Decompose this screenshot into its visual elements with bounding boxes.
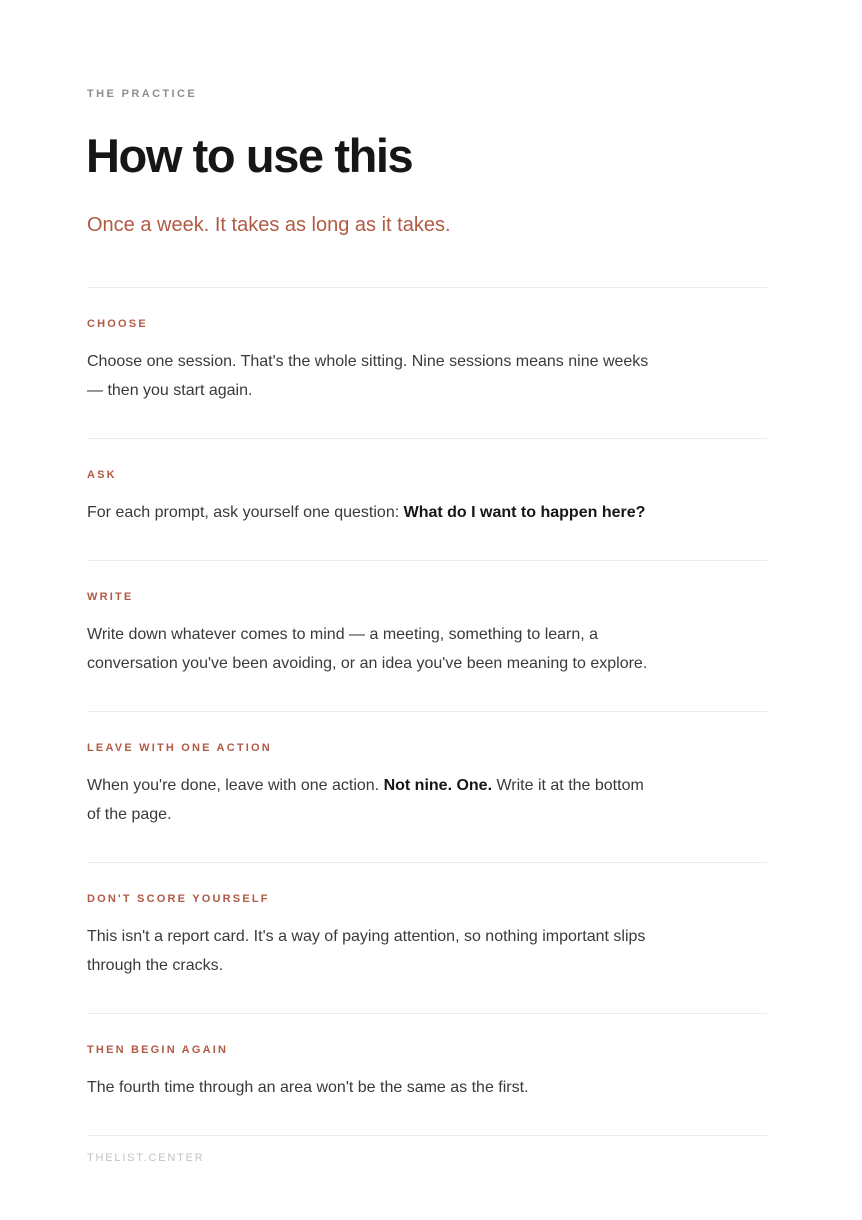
instruction-text xyxy=(87,620,657,678)
instruction-write xyxy=(87,561,767,712)
instruction-then-begin-again xyxy=(87,1014,767,1136)
instruction-list xyxy=(87,287,767,1136)
instruction-dont-score-yourself xyxy=(87,863,767,1014)
instruction-label: ASK xyxy=(87,469,117,481)
site-footer: THELIST.CENTER xyxy=(87,1152,205,1164)
instruction-text-part: The fourth time through an area won't be the same as the first. xyxy=(87,1079,529,1096)
section-eyebrow: THE PRACTICE xyxy=(87,88,198,100)
instruction-text xyxy=(87,771,657,829)
instruction-label: THEN BEGIN AGAIN xyxy=(87,1044,229,1056)
instruction-text-part: This isn't a report card. It's a way of paying attention, so nothing important slips through the cracks. xyxy=(87,928,646,974)
instruction-leave-with-one-action xyxy=(87,712,767,863)
instruction-text-part: For each prompt, ask yourself one question: xyxy=(87,504,404,521)
instruction-label: WRITE xyxy=(87,591,134,603)
instruction-text xyxy=(87,922,657,980)
instruction-text-part: Choose one session. That's the whole sitting. Nine sessions means nine weeks — then you start again. xyxy=(87,353,649,399)
instruction-text-part: When you're done, leave with one action. xyxy=(87,777,384,794)
instruction-text-part: Write down whatever comes to mind — a meeting, something to learn, a conversation you've been avoiding, or an idea you've been meaning to explore. xyxy=(87,626,648,672)
instruction-label: CHOOSE xyxy=(87,318,148,330)
instruction-text xyxy=(87,347,657,405)
page-subtitle: Once a week. It takes as long as it takes. xyxy=(87,214,451,236)
instruction-text xyxy=(87,1073,657,1102)
instruction-ask xyxy=(87,439,767,561)
instruction-choose xyxy=(87,288,767,439)
instruction-text-emphasis: Not nine. One. xyxy=(383,777,493,794)
instruction-text-emphasis: What do I want to happen here? xyxy=(403,504,646,521)
instruction-label: DON'T SCORE YOURSELF xyxy=(87,893,270,905)
instruction-text-part: Write it at the bottom of the page. xyxy=(87,777,644,823)
instruction-label: LEAVE WITH ONE ACTION xyxy=(87,742,272,754)
page-title: How to use this xyxy=(86,129,413,182)
instruction-text xyxy=(87,498,657,527)
